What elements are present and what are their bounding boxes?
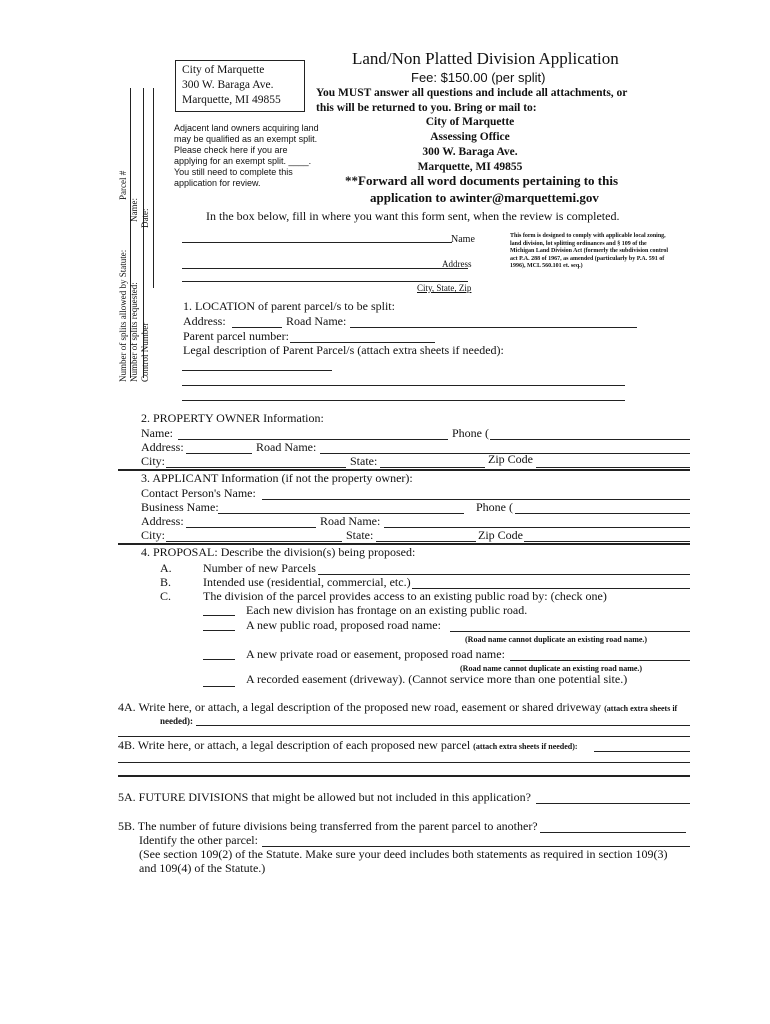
exempt-split-note: Adjacent land owners acquiring land may be qualified as an exempt split. Please check here if you are applying for an exempt split. ____. You still need to complete this application for review. <box>174 123 319 188</box>
section1-heading: 1. LOCATION of parent parcel/s to be split: <box>183 299 395 313</box>
owner-city-label: City: <box>141 454 166 468</box>
applicant-address-field[interactable] <box>186 527 316 528</box>
item-a-letter: A. <box>160 561 172 575</box>
contact-name-label: Contact Person's Name: <box>141 486 256 500</box>
section4a-field-1[interactable] <box>196 725 690 726</box>
assessing-office-address: City of Marquette Assessing Office 300 W. Baraga Ave. Marquette, MI 49855 <box>417 116 523 173</box>
new-parcels-label: Number of new Parcels <box>203 561 316 575</box>
road-access-label: The division of the parcel provides access to an existing public road by: (check one) <box>203 589 607 603</box>
section1-address-field[interactable] <box>232 327 282 328</box>
parent-parcel-label: Parent parcel number: <box>183 329 289 343</box>
address-box-line: 300 W. Baraga Ave. <box>182 79 274 91</box>
applicant-city-field[interactable] <box>166 541 342 542</box>
applicant-road-field[interactable] <box>384 527 690 528</box>
section4b-field-1[interactable] <box>594 751 690 752</box>
section4b-label: 4B. Write here, or attach, a legal description of each proposed new parcel (attach extra sheets if needed): <box>118 738 578 752</box>
section5a-label: 5A. FUTURE DIVISIONS that might be allowed but not included in this application? <box>118 790 531 804</box>
page-title: Land/Non Platted Division Application <box>352 49 619 68</box>
option-frontage-label: Each new division has frontage on an existing public road. <box>246 603 528 617</box>
private-road-note: (Road name cannot duplicate an existing road name.) <box>460 664 643 673</box>
public-road-note: (Road name cannot duplicate an existing road name.) <box>465 635 648 644</box>
public-road-name-field[interactable] <box>450 631 690 632</box>
compliance-note: This form is designed to comply with applicable local zoning, land division, lot splitting ordinances and § 109 of the Michigan Land Division Act (formerly the subdivision control act P.A. 288 of 1967, as amended (particularly by P.A. 591 of 1996), MCL 560.101 et. seq.) <box>510 233 669 269</box>
option-private-road-label: A new private road or easement, proposed road name: <box>246 647 505 661</box>
business-name-label: Business Name: <box>141 500 219 514</box>
applicant-zip-label: Zip Code <box>478 528 523 542</box>
item-c-letter: C. <box>160 589 172 603</box>
statute-note-2: and 109(4) of the Statute.) <box>139 861 266 875</box>
send-address-line[interactable] <box>182 268 468 269</box>
address-box-line: City of Marquette <box>182 64 265 76</box>
forward-line-1: **Forward all word documents pertaining to this <box>345 173 618 188</box>
section4a-label: 4A. Write here, or attach, a legal description of the proposed new road, easement or shared driveway (attach extra sheets if <box>118 700 678 714</box>
option-easement-label: A recorded easement (driveway). (Cannot service more than one potential site.) <box>246 672 628 686</box>
option-public-road-label: A new public road, proposed road name: <box>246 618 441 632</box>
identify-parcel-label: Identify the other parcel: <box>139 833 258 847</box>
owner-state-field[interactable] <box>380 467 485 468</box>
item-b-letter: B. <box>160 575 172 589</box>
intended-use-label: Intended use (residential, commercial, etc.) <box>203 575 411 589</box>
legal-description-line-3[interactable] <box>182 400 625 401</box>
control-number-label: Control Number <box>140 322 150 382</box>
section2-heading: 2. PROPERTY OWNER Information: <box>141 411 324 425</box>
section4b-field-2[interactable] <box>118 762 690 763</box>
splits-requested-label: Number of splits requested: <box>129 282 139 382</box>
applicant-state-label: State: <box>346 528 374 542</box>
fee-text: Fee: $150.00 (per split) <box>411 70 546 85</box>
city-address-box <box>175 60 305 112</box>
applicant-city-label: City: <box>141 528 166 542</box>
send-city-label: City, State, Zip <box>417 283 472 293</box>
applicant-state-field[interactable] <box>376 541 476 542</box>
owner-road-label: Road Name: <box>256 440 317 454</box>
owner-phone-label: Phone ( <box>452 426 489 440</box>
address-box-line: Marquette, MI 49855 <box>182 94 281 106</box>
must-line-1: You MUST answer all questions and include all attachments, or <box>316 87 628 99</box>
owner-address-label: Address: <box>141 440 184 454</box>
section5a-field[interactable] <box>536 803 690 804</box>
applicant-phone-label: Phone ( <box>476 500 513 514</box>
section-divider <box>118 775 690 777</box>
section1-road-field[interactable] <box>350 327 637 328</box>
send-address-label: Address <box>442 259 472 269</box>
owner-name-label: Name: <box>141 426 173 440</box>
owner-zip-label: Zip Code <box>488 452 533 466</box>
owner-zip-field[interactable] <box>536 467 690 468</box>
owner-phone-field[interactable] <box>490 439 690 440</box>
send-name-label: Name <box>451 234 475 245</box>
date-label: Date: <box>140 208 150 228</box>
owner-address-field[interactable] <box>186 453 252 454</box>
option-public-road-checkbox[interactable] <box>203 630 235 631</box>
option-easement-checkbox[interactable] <box>203 686 235 687</box>
section4a-cont: needed): <box>160 716 193 726</box>
section4-heading: 4. PROPOSAL: Describe the division(s) being proposed: <box>141 545 416 559</box>
section5b-field[interactable] <box>540 832 686 833</box>
must-line-2: this will be returned to you. Bring or mail to: <box>316 102 537 114</box>
section4a-field-2[interactable] <box>118 736 690 737</box>
sidebar-name-label: Name: <box>129 198 139 222</box>
owner-state-label: State: <box>350 454 378 468</box>
legal-description-line-1[interactable] <box>182 370 332 371</box>
send-name-line[interactable] <box>182 242 452 243</box>
section5b-label: 5B. The number of future divisions being transferred from the parent parcel to another? <box>118 819 538 833</box>
option-private-road-checkbox[interactable] <box>203 659 235 660</box>
applicant-address-label: Address: <box>141 514 184 528</box>
splits-allowed-label: Number of splits allowed by Statute: <box>118 249 128 382</box>
legal-description-line-2[interactable] <box>182 385 625 386</box>
forward-email: application to awinter@marquettemi.gov <box>370 190 599 205</box>
section3-heading: 3. APPLICANT Information (if not the property owner): <box>141 471 413 485</box>
option-frontage-checkbox[interactable] <box>203 615 235 616</box>
statute-note-1: (See section 109(2) of the Statute. Make sure your deed includes both statements as required in section 109(3) <box>139 847 668 861</box>
applicant-phone-field[interactable] <box>515 513 690 514</box>
send-instruction: In the box below, fill in where you want this form sent, when the review is completed. <box>206 209 620 223</box>
legal-description-label: Legal description of Parent Parcel/s (attach extra sheets if needed): <box>183 343 504 357</box>
applicant-road-label: Road Name: <box>320 514 381 528</box>
section1-address-label: Address: <box>183 314 226 328</box>
owner-city-field[interactable] <box>166 467 346 468</box>
section1-road-label: Road Name: <box>286 314 347 328</box>
private-road-name-field[interactable] <box>510 660 690 661</box>
applicant-zip-field[interactable] <box>524 541 690 542</box>
parcel-label: Parcel # <box>118 170 128 200</box>
